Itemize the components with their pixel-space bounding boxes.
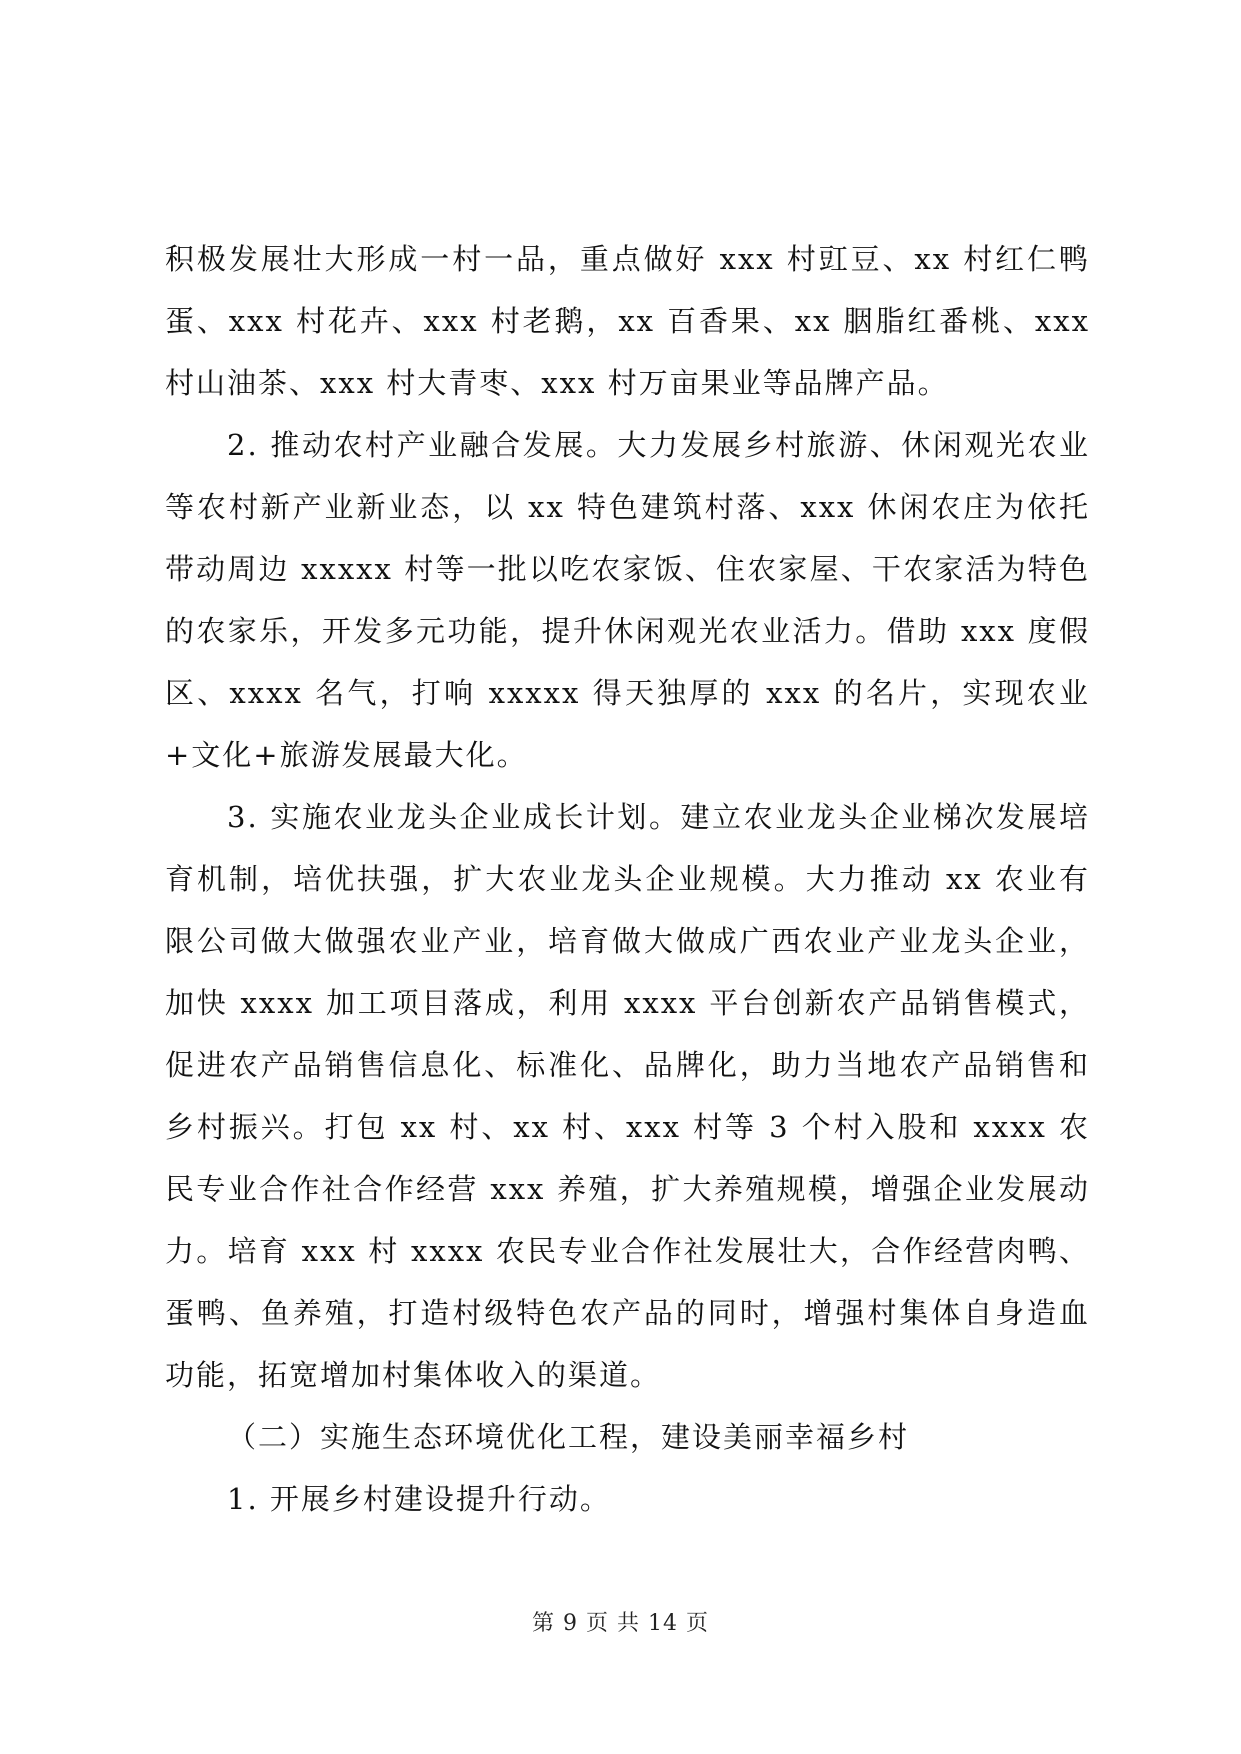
- page-number-footer: 第 9 页 共 14 页: [532, 1611, 709, 1636]
- paragraph-brand-products: 积极发展壮大形成一村一品，重点做好 xxx 村豇豆、xx 村红仁鸭蛋、xxx 村花卉、xxx 村老鹅，xx 百香果、xx 胭脂红番桃、xxx 村山油茶、xxx 村大青枣、xxx 村万亩果业等品牌产品。: [165, 242, 1090, 400]
- document-body: [165, 228, 1090, 1530]
- paragraph-rural-construction: 1. 开展乡村建设提升行动。: [227, 1482, 611, 1516]
- section-heading-ecology: （二）实施生态环境优化工程，建设美丽幸福乡村: [227, 1420, 910, 1454]
- paragraph-industry-integration: 2. 推动农村产业融合发展。大力发展乡村旅游、休闲观光农业等农村新产业新业态，以 xx 特色建筑村落、xxx 休闲农庄为依托带动周边 xxxxx 村等一批以吃农家饭、住农家屋、干农家活为特色的农家乐，开发多元功能，提升休闲观光农业活力。借助 xxx 度假区、xxxx 名气，打响 xxxxx 得天独厚的 xxx 的名片，实现农业+文化+旅游发展最大化。: [165, 428, 1090, 772]
- paragraph-leading-enterprise-plan: 3. 实施农业龙头企业成长计划。建立农业龙头企业梯次发展培育机制，培优扶强，扩大农业龙头企业规模。大力推动 xx 农业有限公司做大做强农业产业，培育做大做成广西农业产业龙头企业，加快 xxxx 加工项目落成，利用 xxxx 平台创新农产品销售模式，促进农产品销售信息化、标准化、品牌化，助力当地农产品销售和乡村振兴。打包 xx 村、xx 村、xxx 村等 3 个村入股和 xxxx 农民专业合作社合作经营 xxx 养殖，扩大养殖规模，增强企业发展动力。培育 xxx 村 xxxx 农民专业合作社发展壮大，合作经营肉鸭、蛋鸭、鱼养殖，打造村级特色农产品的同时，增强村集体自身造血功能，拓宽增加村集体收入的渠道。: [165, 800, 1090, 1392]
